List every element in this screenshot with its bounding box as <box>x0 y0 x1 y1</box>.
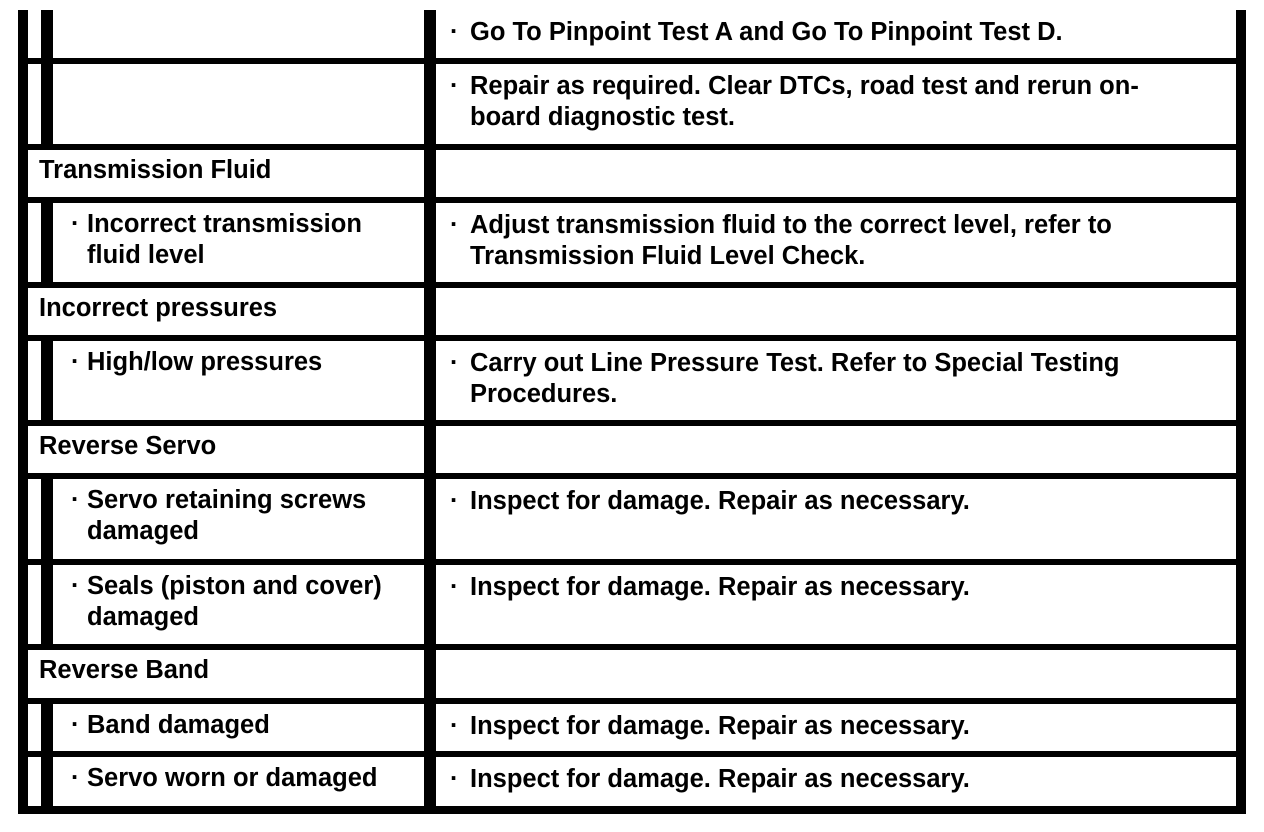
indent-stub <box>28 479 41 559</box>
indent-stub <box>28 565 41 644</box>
cause-text: fluid level <box>87 241 205 269</box>
bullet: · <box>450 211 459 239</box>
action-cell-empty <box>436 426 1236 473</box>
bullet: · <box>450 765 459 793</box>
action-text: Inspect for damage. Repair as necessary. <box>470 712 970 740</box>
indent-stub <box>28 341 41 420</box>
action-cell <box>436 565 1236 644</box>
action-text: Adjust transmission fluid to the correct level, refer to <box>470 211 1112 239</box>
action-cell <box>436 341 1236 420</box>
cause-cell <box>53 64 424 144</box>
condition-label: Transmission Fluid <box>28 150 424 197</box>
cause-cell <box>53 10 424 58</box>
bullet: · <box>450 573 459 601</box>
indent-stub <box>28 64 41 144</box>
cause-text: Servo retaining screws <box>87 486 367 514</box>
action-cell <box>436 203 1236 282</box>
indent-stub <box>28 10 41 58</box>
bullet: · <box>71 348 80 376</box>
indent-stub <box>28 203 41 282</box>
action-cell <box>436 704 1236 751</box>
bullet: · <box>450 712 459 740</box>
bullet: · <box>71 711 80 739</box>
bullet: · <box>71 572 80 600</box>
condition-label: Reverse Servo <box>28 426 424 473</box>
action-text: Transmission Fluid Level Check. <box>470 242 866 270</box>
bullet: · <box>71 764 80 792</box>
condition-label: Reverse Band <box>28 650 424 698</box>
bullet: · <box>450 18 459 46</box>
bullet: · <box>450 72 459 100</box>
action-cell-empty <box>436 150 1236 197</box>
action-text: board diagnostic test. <box>470 103 735 131</box>
condition-label: Incorrect pressures <box>28 288 424 335</box>
cause-text: Incorrect transmission <box>87 210 362 238</box>
action-text: Inspect for damage. Repair as necessary. <box>470 573 970 601</box>
action-cell <box>436 10 1236 58</box>
action-cell <box>436 479 1236 559</box>
action-text: Repair as required. Clear DTCs, road test and rerun on- <box>470 72 1139 100</box>
cause-text: Band damaged <box>87 711 270 739</box>
cause-text: Servo worn or damaged <box>87 764 378 792</box>
action-cell-empty <box>436 650 1236 698</box>
bullet: · <box>450 349 459 377</box>
diagnostic-table <box>18 10 1246 814</box>
cause-cell <box>53 757 424 806</box>
bullet: · <box>71 210 80 238</box>
cause-cell <box>53 704 424 751</box>
action-text: Inspect for damage. Repair as necessary. <box>470 765 970 793</box>
action-text: Procedures. <box>470 380 618 408</box>
cause-text: damaged <box>87 517 199 545</box>
cause-text: High/low pressures <box>87 348 323 376</box>
indent-stub <box>28 704 41 751</box>
cause-cell <box>53 341 424 420</box>
cause-text: damaged <box>87 603 199 631</box>
cause-text: Seals (piston and cover) <box>87 572 382 600</box>
bullet: · <box>450 487 459 515</box>
action-cell-empty <box>436 288 1236 335</box>
cause-cell <box>53 479 424 559</box>
bullet: · <box>71 486 80 514</box>
action-text: Carry out Line Pressure Test. Refer to Special Testing <box>470 349 1120 377</box>
action-cell <box>436 757 1236 806</box>
action-text: Go To Pinpoint Test A and Go To Pinpoint Test D. <box>470 18 1063 46</box>
cause-cell <box>53 565 424 644</box>
action-cell <box>436 64 1236 144</box>
indent-stub <box>28 757 41 806</box>
action-text: Inspect for damage. Repair as necessary. <box>470 487 970 515</box>
cause-cell <box>53 203 424 282</box>
